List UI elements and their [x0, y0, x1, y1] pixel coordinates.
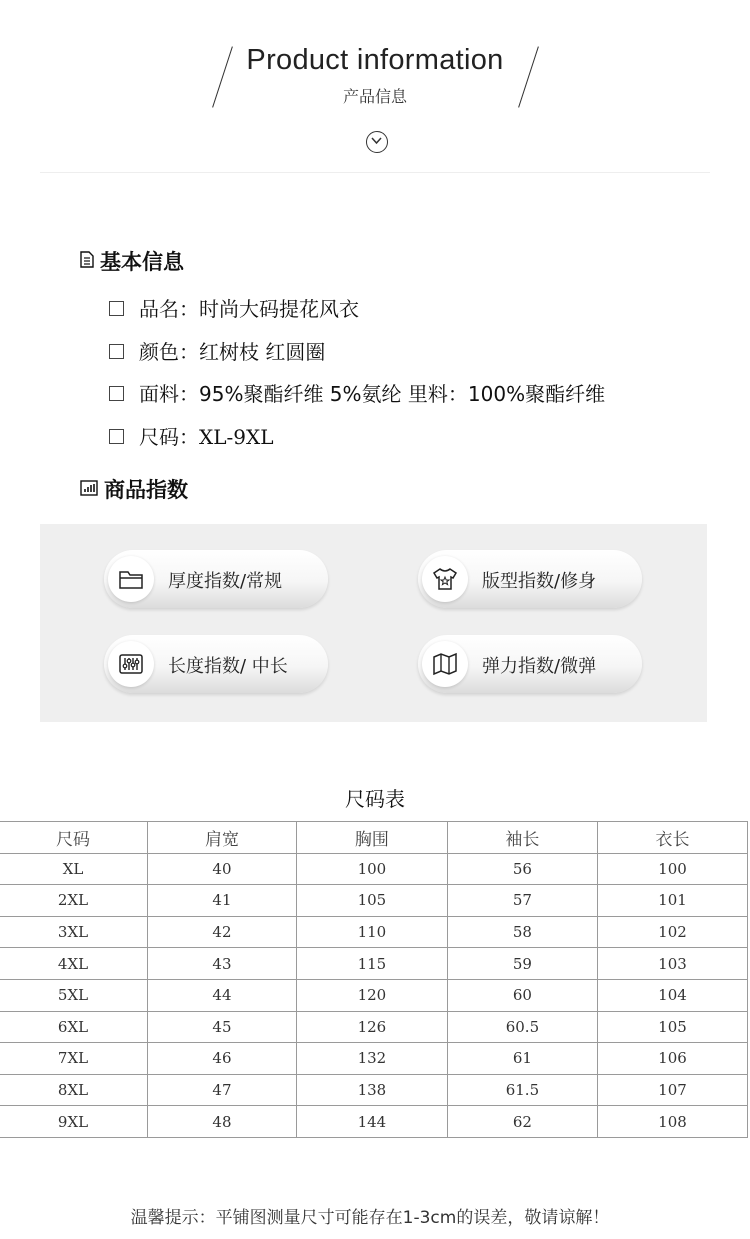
table-header-cell: 衣长 — [597, 822, 747, 854]
table-cell: 5XL — [0, 979, 148, 1011]
table-cell: 4XL — [0, 948, 148, 980]
table-cell: 103 — [597, 948, 747, 980]
table-header-cell: 尺码 — [0, 822, 148, 854]
fit-index-pill: 版型指数/修身 — [418, 550, 642, 608]
table-header-cell: 袖长 — [447, 822, 597, 854]
table-cell: 57 — [447, 885, 597, 917]
elasticity-index-pill: 弹力指数/微弹 — [418, 635, 642, 693]
header-divider — [40, 172, 710, 173]
folder-icon — [108, 556, 154, 602]
table-cell: 61 — [447, 1043, 597, 1075]
info-row-name: 品名：时尚大码提花风衣 — [109, 293, 359, 322]
table-cell: 110 — [296, 916, 447, 948]
table-cell: 102 — [597, 916, 747, 948]
info-row-size: 尺码：XL-9XL — [109, 421, 274, 450]
table-cell: 42 — [148, 916, 297, 948]
table-cell: 40 — [148, 853, 297, 885]
table-cell: 48 — [148, 1106, 297, 1138]
table-cell: 3XL — [0, 916, 148, 948]
info-row-color: 颜色：红树枝 红圆圈 — [109, 336, 325, 365]
table-cell: 46 — [148, 1043, 297, 1075]
table-cell: 61.5 — [447, 1074, 597, 1106]
table-cell: 44 — [148, 979, 297, 1011]
table-cell: 43 — [148, 948, 297, 980]
table-cell: 45 — [148, 1011, 297, 1043]
table-row — [0, 979, 748, 1011]
table-row — [0, 1106, 748, 1138]
page-subtitle: 产品信息 — [342, 87, 407, 106]
tshirt-icon — [422, 556, 468, 602]
table-row — [0, 948, 748, 980]
table-cell: 60.5 — [447, 1011, 597, 1043]
sliders-icon — [108, 641, 154, 687]
table-header-row — [0, 822, 748, 854]
table-cell: 115 — [296, 948, 447, 980]
size-table — [0, 821, 748, 1138]
table-cell: 100 — [296, 853, 447, 885]
table-cell: 8XL — [0, 1074, 148, 1106]
length-index-pill: 长度指数/ 中长 — [104, 635, 328, 693]
table-cell: 56 — [447, 853, 597, 885]
table-row — [0, 1074, 748, 1106]
measurement-note: 温馨提示：平铺图测量尺寸可能存在1-3cm的误差，敬请谅解！ — [130, 1208, 610, 1228]
bar-chart-icon — [80, 477, 98, 501]
table-cell: 59 — [447, 948, 597, 980]
page-title: Product information — [246, 44, 504, 76]
table-cell: 105 — [597, 1011, 747, 1043]
table-row — [0, 1043, 748, 1075]
table-cell: 7XL — [0, 1043, 148, 1075]
table-cell: 104 — [597, 979, 747, 1011]
checkbox-icon — [109, 344, 124, 359]
product-index-heading: 商品指数 — [80, 474, 188, 504]
table-cell: 47 — [148, 1074, 297, 1106]
thickness-index-pill: 厚度指数/常规 — [104, 550, 328, 608]
map-fold-icon — [422, 641, 468, 687]
table-cell: 100 — [597, 853, 747, 885]
table-cell: 126 — [296, 1011, 447, 1043]
table-cell: 58 — [447, 916, 597, 948]
table-cell: XL — [0, 853, 148, 885]
table-row — [0, 885, 748, 917]
table-cell: 101 — [597, 885, 747, 917]
table-cell: 41 — [148, 885, 297, 917]
table-cell: 62 — [447, 1106, 597, 1138]
table-cell: 9XL — [0, 1106, 148, 1138]
table-cell: 108 — [597, 1106, 747, 1138]
product-index-panel — [40, 524, 707, 722]
table-cell: 107 — [597, 1074, 747, 1106]
table-cell: 6XL — [0, 1011, 148, 1043]
chevron-down-circle-icon — [366, 131, 388, 153]
info-row-fabric: 面料：95%聚酯纤维 5%氨纶 里料：100%聚酯纤维 — [109, 378, 605, 407]
table-row — [0, 916, 748, 948]
table-cell: 105 — [296, 885, 447, 917]
table-cell: 144 — [296, 1106, 447, 1138]
table-cell: 106 — [597, 1043, 747, 1075]
size-table-title: 尺码表 — [345, 787, 405, 811]
table-cell: 2XL — [0, 885, 148, 917]
checkbox-icon — [109, 429, 124, 444]
checkbox-icon — [109, 386, 124, 401]
table-cell: 60 — [447, 979, 597, 1011]
table-header-cell: 肩宽 — [148, 822, 297, 854]
checkbox-icon — [109, 301, 124, 316]
table-cell: 120 — [296, 979, 447, 1011]
table-row — [0, 853, 748, 885]
document-icon — [80, 249, 94, 273]
table-cell: 132 — [296, 1043, 447, 1075]
basic-info-heading: 基本信息 — [80, 246, 184, 276]
table-header-cell: 胸围 — [296, 822, 447, 854]
table-row — [0, 1011, 748, 1043]
table-cell: 138 — [296, 1074, 447, 1106]
